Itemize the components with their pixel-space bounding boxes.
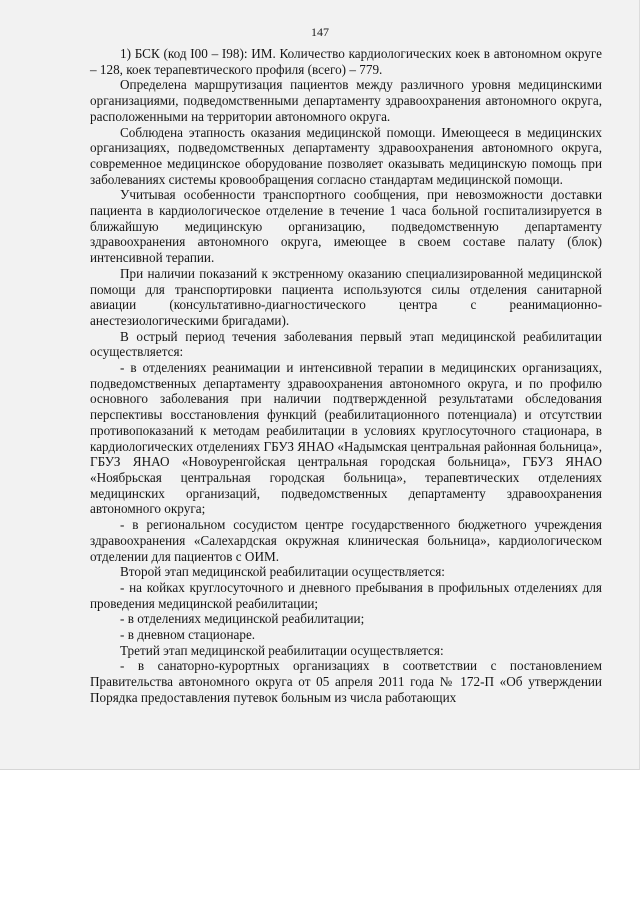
list-item-second-stage-day-hospital: - в дневном стационаре. xyxy=(120,627,256,643)
page-number: 147 xyxy=(311,25,329,39)
document-body xyxy=(90,46,602,706)
paragraph-first-stage: В острый период течения заболевания первый этап медицинской реабилитации осуществляется: xyxy=(90,328,602,360)
paragraph-second-stage: Второй этап медицинской реабилитации осуществляется: xyxy=(120,564,445,580)
list-item-second-stage-departments: - в отделениях медицинской реабилитации; xyxy=(120,611,365,627)
list-item-first-stage-icu: - в отделениях реанимации и интенсивной терапии в медицинских организациях, подведомственных департаменту здравоохранения автономного округа, и по профилю основного заболевания при наличии подтвержденной результатами обследования перспективы восстановления функций (реабилитационного потенциала) и отсутствии противопоказаний к методам реабилитации в условиях круглосуточного стационара, в кардиологических отделениях ГБУЗ ЯНАО «Надымская центральная районная больница», ГБУЗ ЯНАО «Новоуренгойская центральная городская больница», ГБУЗ ЯНАО «Ноябрьская центральная городская больница», терапевтических отделениях медицинских организаций, подведомственных департаменту здравоохранения автономного округа; xyxy=(90,360,602,517)
paragraph-third-stage: Третий этап медицинской реабилитации осуществляется: xyxy=(120,642,444,658)
paragraph-bsk-beds: 1) БСК (код I00 – I98): ИМ. Количество кардиологических коек в автономном округе – 128, коек терапевтического профиля (всего) – 779. xyxy=(90,46,602,77)
paragraph-staging: Соблюдена этапность оказания медицинской помощи. Имеющееся в медицинских организациях, подведомственных департаменту здравоохранения автономного округа, современное медицинское оборудование позволяет оказывать медицинскую помощь при заболеваниях системы кровообращения согласно стандартам медицинской помощи. xyxy=(90,124,602,187)
list-item-first-stage-vascular-center: - в региональном сосудистом центре государственного бюджетного учреждения здравоохранения «Салехардская окружная клиническая больница», кардиологическом отделении для пациентов с ОИМ. xyxy=(90,517,602,564)
paragraph-routing: Определена маршрутизация пациентов между различного уровня медицинскими организациями, подведомственными департаменту здравоохранения автономного округа, расположенными на территории автономного округа. xyxy=(90,77,602,124)
list-item-second-stage-beds: - на койках круглосуточного и дневного пребывания в профильных отделениях для проведения медицинской реабилитации; xyxy=(90,579,602,611)
paragraph-transport: Учитывая особенности транспортного сообщения, при невозможности доставки пациента в кардиологическое отделение в течение 1 часа больной госпитализируется в ближайшую медицинскую организацию, подведомственную департаменту здравоохранения автономного округа, имеющее в своем составе палату (блок) интенсивной терапии. xyxy=(90,187,602,266)
paragraph-sanitary-aviation: При наличии показаний к экстренному оказанию специализированной медицинской помощи для транспортировки пациента используются силы отделения санитарной авиации (консультативно-диагностического центра с реанимационно-анестезиологическими бригадами). xyxy=(90,265,602,328)
list-item-third-stage-sanatorium: - в санаторно-курортных организациях в соответствии с постановлением Правительства автономного округа от 05 апреля 2011 года № 172-П «Об утверждении Порядка предоставления путевок больным из числа работающих xyxy=(90,658,602,705)
